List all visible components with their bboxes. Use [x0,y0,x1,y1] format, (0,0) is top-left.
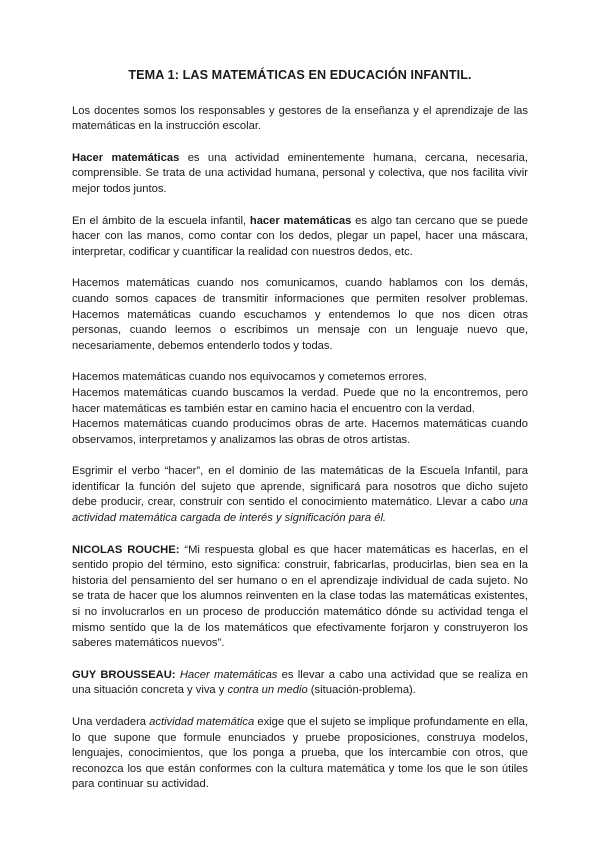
paragraph-errores: Hacemos matemáticas cuando nos equivocamos y cometemos errores. [72,371,428,384]
paragraph-escuela-infantil [72,214,528,261]
paragraph-text: exige que el sujeto se implique profundamente en ella, lo que supone que formule enunciados y pruebe proposiciones, construya modelos, lenguajes, conocimientos, que los ponga a prueba, que los intercambie con otros, que reconozca los que están conformes con la cultura matemática y tome los que le son útiles para continuar su actividad. [72,716,528,791]
paragraph-verdad: Hacemos matemáticas cuando buscamos la verdad. Puede que no la encontremos, pero hacer matemáticas es también estar en camino hacia el encuentro con la verdad. [72,386,528,415]
paragraph-text: (situación-problema). [307,684,416,697]
bold-term: hacer matemáticas [249,214,352,227]
paragraph-text: En el ámbito de la escuela infantil, [72,214,250,227]
paragraph-text: Una verdadera [72,716,150,728]
paragraph-text: es llevar a cabo una actividad que se realiza en una situación concreta y viva y [72,668,528,697]
paragraph-actividad-matematica [72,715,528,793]
italic-phrase: contra un medio [227,684,308,697]
paragraph-text: es una actividad eminentemente humana, cercana, necesaria, comprensible. Se trata de una actividad humana, personal y colectiva, que nos facilita vivir mejor todos juntos. [72,151,528,195]
paragraph-brousseau [72,668,528,699]
paragraph-text: Esgrimir el verbo “hacer”, en el dominio de las matemáticas de la Escuela Infantil, para identificar la función del sujeto que aprende, significará para nosotros que dicho sujeto debe producir, crear, construir con sentido el conocimiento matemático. Llevar a cabo [72,465,528,509]
italic-phrase: Hacer matemáticas [179,668,278,681]
italic-phrase: una actividad matemática cargada de interés y significación para él. [72,496,528,525]
paragraph-comunicamos: Hacemos matemáticas cuando nos comunicamos, cuando hablamos con los demás, cuando somos capaces de transmitir informaciones que permiten resolver problemas. Hacemos matemáticas cuando escuchamos y entendemos lo que nos dicen otras personas, cuando leemos o escribimos un mensaje con un lenguaje nuevo que, necesariamente, debemos entenderlo todos y todas. [72,277,528,352]
quote-text: “Mi respuesta global es que hacer matemáticas es hacerlas, en el sentido propio del término, esto significa: construir, fabricarlas, producirlas, bien sea en la historia del pensamiento del ser humano o en el aprendizaje individual de cada sujeto. No se trata de hacer que los alumnos reinventen en la clase todas las matemáticas existentes, si no involucrarlos en un proceso de producción matemático dónde su actividad tenga el mismo sentido que la de los matemáticos que efectivamente forjaron y construyeron los saberes matemáticos nuevos”. [72,543,528,650]
paragraph-intro: Los docentes somos los responsables y gestores de la enseñanza y el aprendizaje de las matemáticas en la instrucción escolar. [72,104,528,133]
paragraph-hacer-matematicas [72,151,528,198]
page-title: TEMA 1: LAS MATEMÁTICAS EN EDUCACIÓN INFANTIL. [128,68,472,82]
paragraph-verbo-hacer [72,464,528,526]
author-name: GUY BROUSSEAU: [72,668,176,681]
author-name: NICOLAS ROUCHE: [72,543,180,556]
paragraph-rouche [72,543,528,652]
paragraph-arte: Hacemos matemáticas cuando producimos obras de arte. Hacemos matemáticas cuando observamos, interpretamos y analizamos las obras de otros artistas. [72,418,528,446]
bold-term: Hacer matemáticas [72,151,180,164]
italic-phrase: actividad matemática [149,716,255,728]
paragraph-text: es algo tan cercano que se puede hacer con las manos, como contar con los dedos, plegar un papel, hacer una máscara, interpretar, codificar y cuantificar la realidad con nuestros dedos, etc. [72,214,529,258]
